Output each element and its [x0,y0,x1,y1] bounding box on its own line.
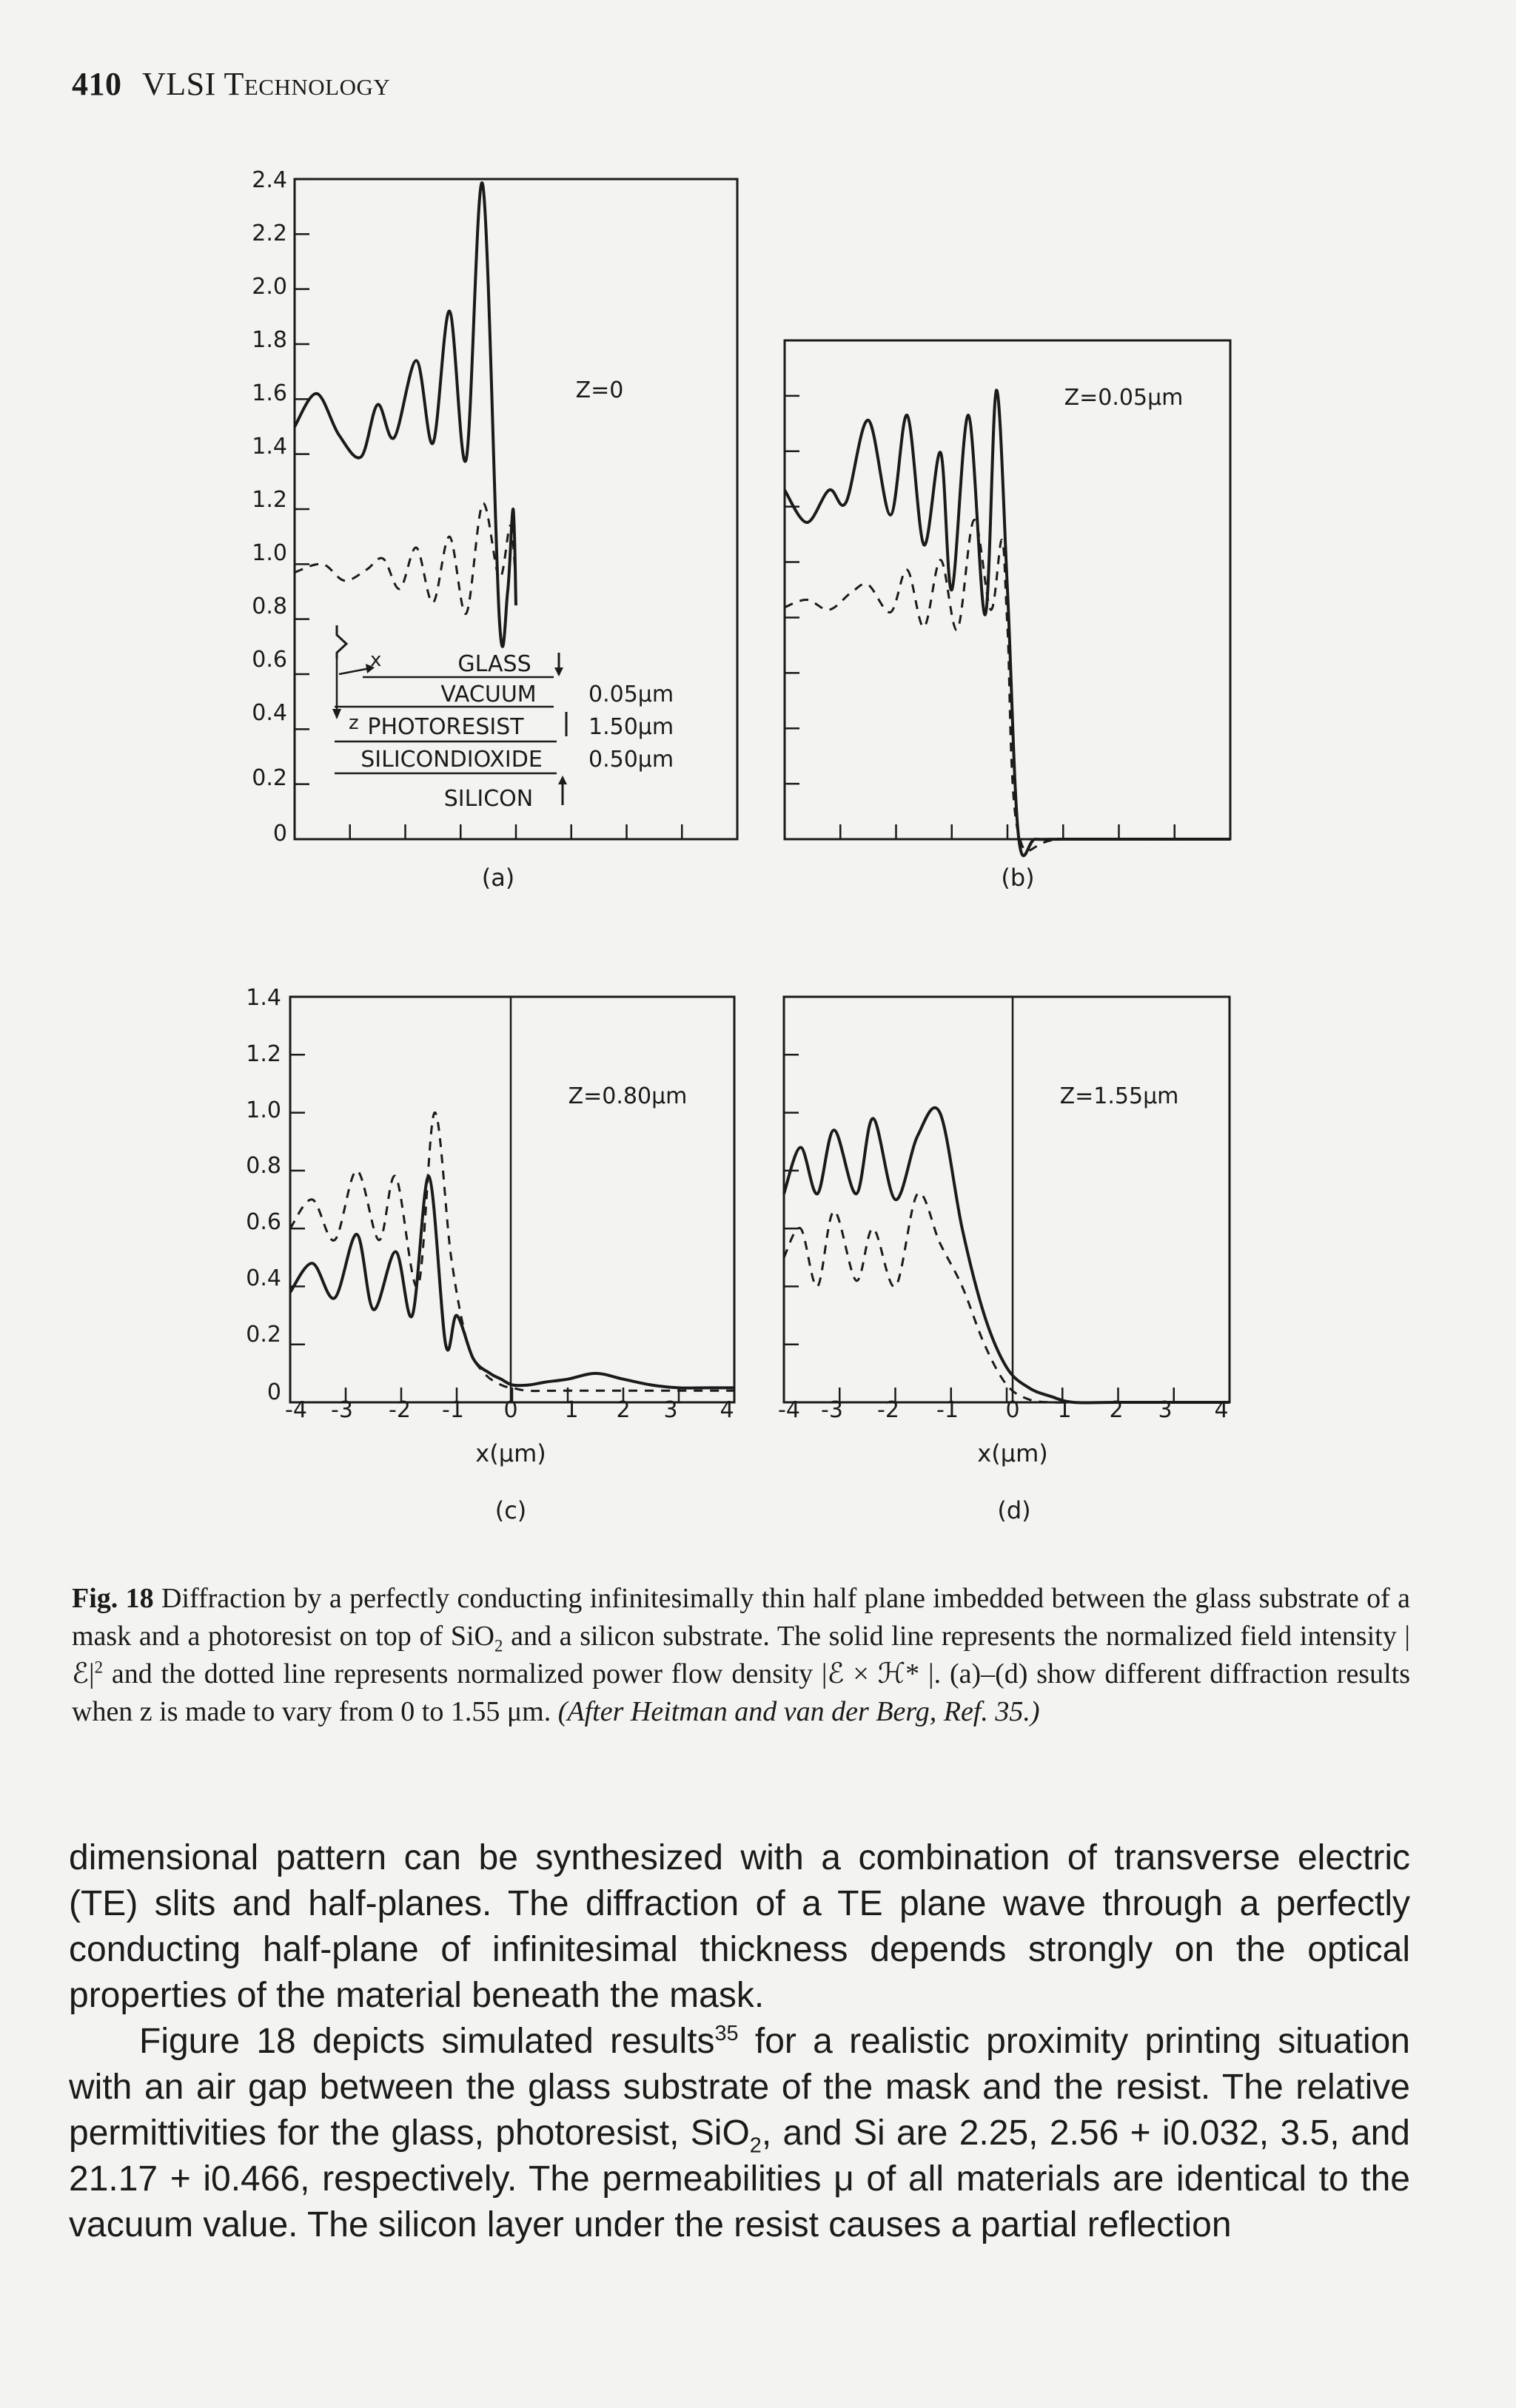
inset-z-label: z [349,712,359,734]
caption-sup-1: 2 [94,1658,104,1677]
inset-thickness-photoresist: 1.50μm [588,714,674,740]
panel-c-z-label: Z=0.80μm [568,1083,688,1109]
panel-c-ytick: 1.0 [246,1097,281,1123]
inset-thickness-sio2: 0.50μm [588,747,674,773]
inset-layer-silicon: SILICON [443,786,534,812]
panel-a-ytick: 1.2 [252,487,287,513]
panel-c-ytick: 0.2 [246,1322,281,1348]
panel-c-ytick: 1.2 [246,1041,281,1067]
panel-d-xtick: 4 [1214,1397,1229,1423]
inset-x-arrow [339,668,370,674]
panel-a-ytick: 0 [272,821,287,847]
panel-a-ytick: 1.4 [252,434,287,460]
paragraph-2-text-c: , and Si are 2.25, 2.56 + i0.032, 3.5, and 21.17 + i0.466, respectively. The permeabilities μ of all materials are identical to the vacuum value. The silicon layer under the resist causes a partial reflection [69,2113,1410,2244]
panel-c-xtick: -2 [389,1397,411,1423]
running-header [72,65,390,103]
panel-d-xtick: 0 [1005,1397,1020,1423]
panel-a-power-flow-density-line [295,503,516,613]
page-number: 410 [72,66,122,102]
caption-text-2: and a silicon substrate. The solid line represents the normalized field intensity |ℰ| [72,1621,1410,1689]
running-title: VLSI Technology [142,66,391,102]
caption-text-3: and the dotted line represents normalized power flow density |ℰ × ℋ* |. (a)–(d) show different diffraction results when z is made to vary from 0 to 1.55 μm. [72,1658,1410,1727]
inset-silicon-arrowhead [558,776,567,784]
data-curves [290,183,1230,1403]
inset-thickness-vacuum: 0.05μm [588,682,674,707]
paragraph-2 [69,2019,1410,2248]
inset-layer-vacuum: VACUUM [440,682,537,707]
panel-d-frame [784,997,1230,1402]
panel-b-label: (b) [1001,864,1035,892]
panel-d-field-intensity-line [784,1108,1230,1403]
panel-a-label: (a) [481,864,515,892]
panel-c-xtick: 1 [564,1397,579,1423]
panel-c-ytick: 0.4 [246,1265,281,1291]
panel-c-ytick: 0 [266,1379,281,1405]
panel-c-xtick: -1 [442,1397,464,1423]
panel-d-xtick: -1 [936,1397,959,1423]
panel-d-xtick: 3 [1158,1397,1173,1423]
panel-d-xtick: 1 [1057,1397,1072,1423]
panel-a-ytick: 0.8 [252,593,287,619]
inset-brace [337,625,346,659]
inset-glass-arrowhead [554,667,563,676]
panel-b-z-label: Z=0.05μm [1064,385,1184,411]
panel-d-xtick: -4 [778,1397,800,1423]
panel-c-label: (c) [494,1496,527,1524]
panel-c-xtick: -4 [285,1397,307,1423]
reference-35: 35 [714,2022,739,2045]
panel-b-field-intensity-line [785,390,1230,855]
paragraph-1: dimensional pattern can be synthesized with a combination of transverse electric (TE) slits and half-planes. The diffraction of a TE plane wave through a perfectly conducting half-plane of infinitesimal thickness depends strongly on the optical properties of the material beneath the mask. [69,1838,1410,2015]
inset-layer-sio2: SILICONDIOXIDE [360,747,543,773]
panel-c-xtick: -3 [331,1397,353,1423]
panel-c-xlabel: x(μm) [475,1439,546,1467]
panel-a-frame [295,179,737,839]
inset-layer-photoresist: PHOTORESIST [367,714,524,740]
figure-caption [72,1580,1410,1731]
figure-18 [0,148,1516,1532]
panel-c-xtick: 4 [720,1397,734,1423]
panel-c-frame [290,997,734,1402]
panel-b-ticks [785,396,1175,839]
panel-a-ytick: 1.0 [252,540,287,566]
inset-x-label: x [370,649,382,671]
panel-a-ytick: 1.8 [252,327,287,353]
layer-stack-inset [332,625,674,812]
panel-a-ytick: 2.2 [252,221,287,246]
panel-d-z-label: Z=1.55μm [1059,1083,1179,1109]
panel-c-ticks [290,997,679,1402]
panel-d-xtick: -2 [877,1397,899,1423]
panel-a-ytick: 2.0 [252,274,287,300]
panel-c-xtick: 2 [616,1397,631,1423]
panel-d-label: (d) [997,1496,1031,1524]
panel-a-ytick: 0.4 [252,700,287,726]
panel-d-xtick: 2 [1109,1397,1124,1423]
panel-c-ytick: 0.8 [246,1153,281,1179]
panel-c-field-intensity-line [290,1177,734,1388]
panel-a-ytick: 0.6 [252,647,287,673]
panel-a-ytick: 0.2 [252,765,287,791]
panel-a-z-label: Z=0 [575,377,624,403]
caption-text-1: Diffraction by a perfectly conducting infinitesimally thin half plane imbedded between the glass substrate of a mask and a photoresist on top of SiO [72,1583,1410,1652]
panel-c-ytick: 0.6 [246,1209,281,1235]
inset-z-arrowhead [332,709,341,719]
paragraph-2-text-a: Figure 18 depicts simulated results [139,2022,715,2061]
caption-sub-1: 2 [494,1636,503,1655]
panel-c-ytick: 1.4 [246,985,281,1011]
caption-figure-label: Fig. 18 [72,1583,154,1614]
panel-c-xtick: 0 [503,1397,518,1423]
panel-a-ytick: 2.4 [252,167,287,193]
body-text [69,1835,1410,2248]
panel-c-power-flow-density-line [290,1112,734,1390]
panel-c-xtick: 3 [663,1397,678,1423]
caption-attribution: (After Heitman and van der Berg, Ref. 35.) [557,1696,1040,1727]
paragraph-2-text-b: for a realistic proximity printing situation with an air gap between the glass substrate of the mask and the resist. The relative permittivities for the glass, photoresist, SiO [69,2022,1410,2153]
panel-d-xtick: -3 [821,1397,843,1423]
paragraph-2-sub: 2 [749,2133,762,2158]
panel-d-power-flow-density-line [784,1193,1230,1402]
panel-a-ytick: 1.6 [252,380,287,406]
panel-d-xlabel: x(μm) [977,1439,1048,1467]
inset-layer-glass: GLASS [457,651,531,677]
